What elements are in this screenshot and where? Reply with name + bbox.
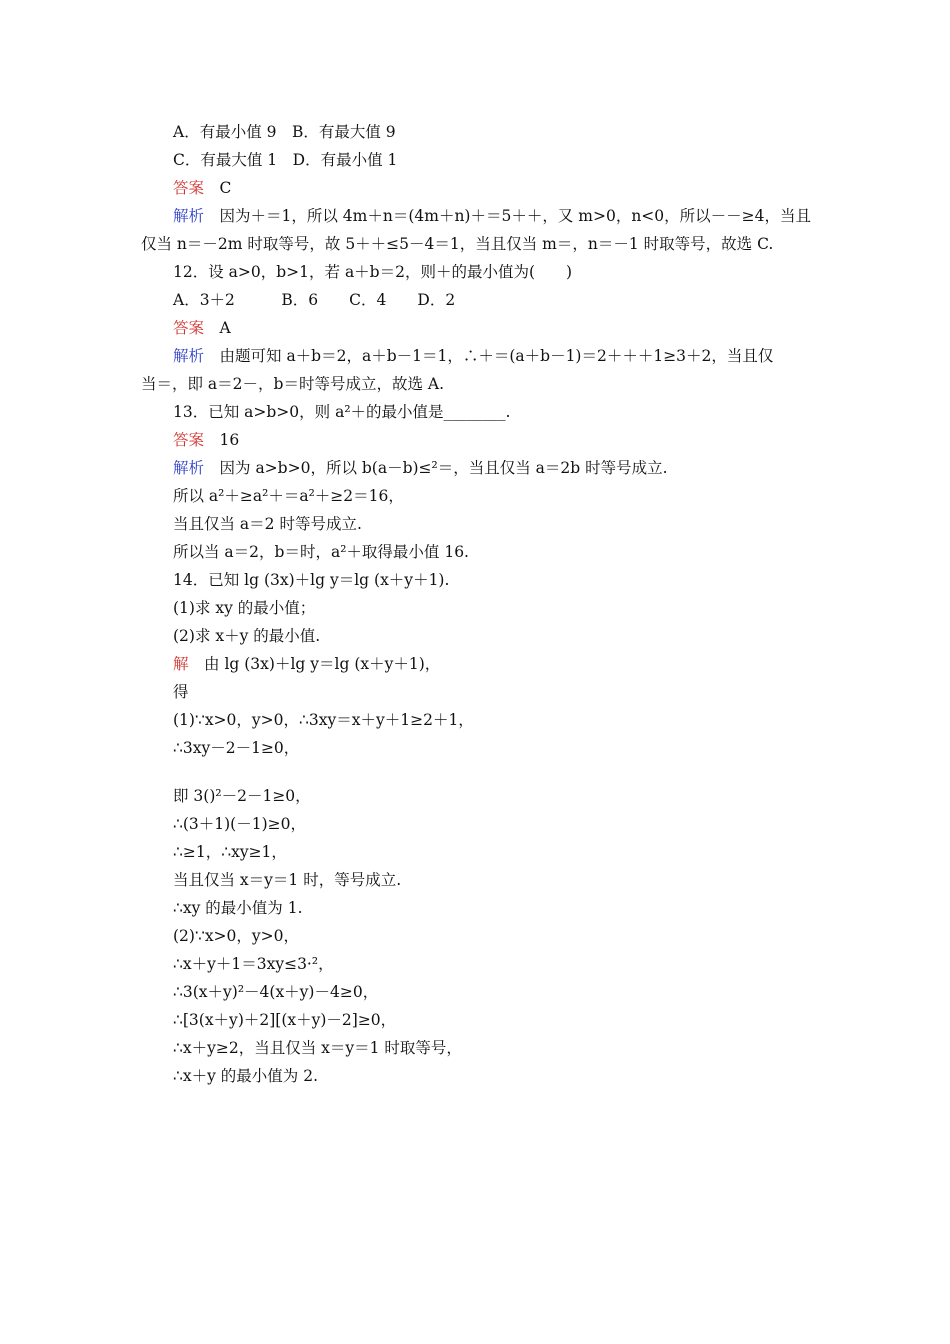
analysis-step: 当且仅当 a＝2 时等号成立.	[173, 515, 362, 533]
question-12: 12．设 a>0，b>1，若 a＋b＝2，则＋的最小值为( )	[173, 263, 573, 281]
analysis-tag: 解析	[173, 207, 205, 225]
solution-step: ∴3xy－2－1≥0，	[173, 739, 300, 757]
option-line-cd: C．有最大值 1 D．有最小值 1	[173, 151, 398, 169]
question-14: 14．已知 lg (3x)＋lg y＝lg (x＋y＋1).	[173, 571, 450, 589]
question-13-end: .	[505, 403, 511, 421]
answer-tag: 答案	[173, 319, 205, 337]
solution-step: ∴3(x＋y)²－4(x＋y)－4≥0，	[173, 983, 379, 1001]
analysis-line	[173, 346, 773, 366]
solution-step: 当且仅当 x＝y＝1 时，等号成立.	[173, 871, 402, 889]
solution-text: 由 lg (3x)＋lg y＝lg (x＋y＋1)，	[188, 655, 441, 673]
solution-line	[173, 654, 440, 674]
answer-tag: 答案	[173, 179, 205, 197]
analysis-line	[173, 206, 811, 226]
analysis-step: 所以当 a＝2，b＝时，a²＋取得最小值 16.	[173, 543, 469, 561]
analysis-tag: 解析	[173, 347, 205, 365]
analysis-text: 因为＋＝1，所以 4m＋n＝(4m＋n)＋＝5＋＋，又 m>0，n<0，所以－－≥4，当且	[204, 207, 811, 225]
analysis-text: 因为 a>b>0，所以 b(a－b)≤²＝，当且仅当 a＝2b 时等号成立.	[204, 459, 668, 477]
answer-value: C	[204, 179, 232, 197]
analysis-text: 由题可知 a＋b＝2，a＋b－1＝1，∴＋＝(a＋b－1)＝2＋＋＋1≥3＋2，当且仅	[204, 347, 774, 365]
solution-step: (2)∵x>0，y>0，	[173, 927, 300, 945]
solution-step: 得	[173, 683, 189, 701]
answer-line	[173, 318, 231, 338]
solution-step: ∴≥1，∴xy≥1，	[173, 843, 287, 861]
analysis-continuation: 仅当 n＝－2m 时取等号，故 5＋＋≤5－4＝1，当且仅当 m＝，n＝－1 时取等号，故选 C.	[141, 235, 774, 253]
answer-value: 16	[204, 431, 240, 449]
analysis-tag: 解析	[173, 459, 205, 477]
answer-line	[173, 178, 231, 198]
question-12-options: A．3＋2 B．6 C．4 D．2	[173, 291, 456, 309]
analysis-line	[173, 458, 668, 478]
question-14-part-2: (2)求 x＋y 的最小值.	[173, 627, 321, 645]
analysis-step: 所以 a²＋≥a²＋＝a²＋≥2＝16，	[173, 487, 404, 505]
solution-step: ∴x＋y≥2，当且仅当 x＝y＝1 时取等号，	[173, 1039, 462, 1057]
solution-step: 即 3()²－2－1≥0，	[173, 787, 311, 805]
solution-step: ∴(3＋1)(－1)≥0，	[173, 815, 306, 833]
analysis-continuation: 当＝，即 a＝2－，b＝时等号成立，故选 A.	[141, 375, 445, 393]
question-13-text: 13．已知 a>b>0，则 a²＋的最小值是	[173, 403, 444, 421]
answer-blank: ________	[443, 403, 506, 421]
solution-step: ∴x＋y＋1＝3xy≤3·²，	[173, 955, 334, 973]
solution-step: ∴xy 的最小值为 1.	[173, 899, 303, 917]
option-line-ab: A．有最小值 9 B．有最大值 9	[173, 123, 396, 141]
solution-step: ∴x＋y 的最小值为 2.	[173, 1067, 319, 1085]
answer-line	[173, 430, 239, 450]
question-13	[173, 402, 510, 422]
solution-step: ∴[3(x＋y)＋2][(x＋y)－2]≥0，	[173, 1011, 397, 1029]
question-14-part-1: (1)求 xy 的最小值；	[173, 599, 316, 617]
answer-tag: 答案	[173, 431, 205, 449]
solution-tag: 解	[173, 655, 189, 673]
answer-value: A	[204, 319, 231, 337]
solution-step: (1)∵x>0，y>0，∴3xy＝x＋y＋1≥2＋1，	[173, 711, 474, 729]
